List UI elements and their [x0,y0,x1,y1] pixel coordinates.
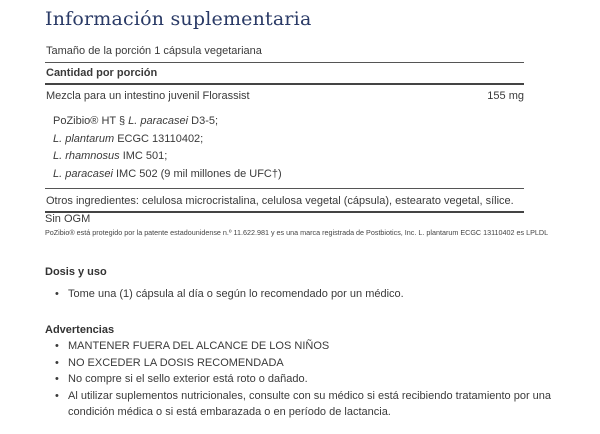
strain-item: L. rhamnosus IMC 501; [53,150,168,162]
other-ingredients: Otros ingredientes: celulosa microcristalina, celulosa vegetal (cápsula), estearato vegetal, sílice. [45,189,524,213]
dosage-heading: Dosis y uso [45,266,107,278]
supplement-facts-table [45,42,524,213]
warnings-heading: Advertencias [45,324,115,336]
dosage-list [55,286,575,303]
strain-item: L. plantarum ECGC 13110402; [53,132,204,145]
list-item: • NO EXCEDER LA DOSIS RECOMENDADA [55,355,575,372]
strain-item: L. paracasei IMC 502 (9 mil millones de UFC†) [53,167,282,180]
strain-item: PoZibio® HT § L. paracasei D3-5; [53,115,219,127]
strain-list [45,107,524,189]
warnings-list [55,338,575,421]
amount-per-serving-header: Cantidad por porción [45,63,524,85]
non-gmo-label: Sin OGM [45,213,91,225]
patent-note: PoZibio® está protegido por la patente estadounidense n.º 11.622.981 y es una marca registrada de Postbiotics, Inc. L. plantarum ECGC 13110402 es LPLDL [45,228,549,237]
list-item: • Al utilizar suplementos nutricionales, consulte con su médico si está recibiendo tratamiento por una condición médica o si está embarazada o en período de lactancia. [55,388,575,421]
blend-amount: 155 mg [487,90,524,102]
list-item: • MANTENER FUERA DEL ALCANCE DE LOS NIÑOS [55,338,575,355]
page-title: Información suplementaria [45,8,312,30]
list-item: • Tome una (1) cápsula al día o según lo recomendado por un médico. [55,286,575,303]
blend-row [45,85,524,107]
list-item: • No compre si el sello exterior está roto o dañado. [55,371,575,388]
serving-size: Tamaño de la porción 1 cápsula vegetariana [45,42,524,63]
blend-name: Mezcla para un intestino juvenil Florassist [46,90,250,102]
